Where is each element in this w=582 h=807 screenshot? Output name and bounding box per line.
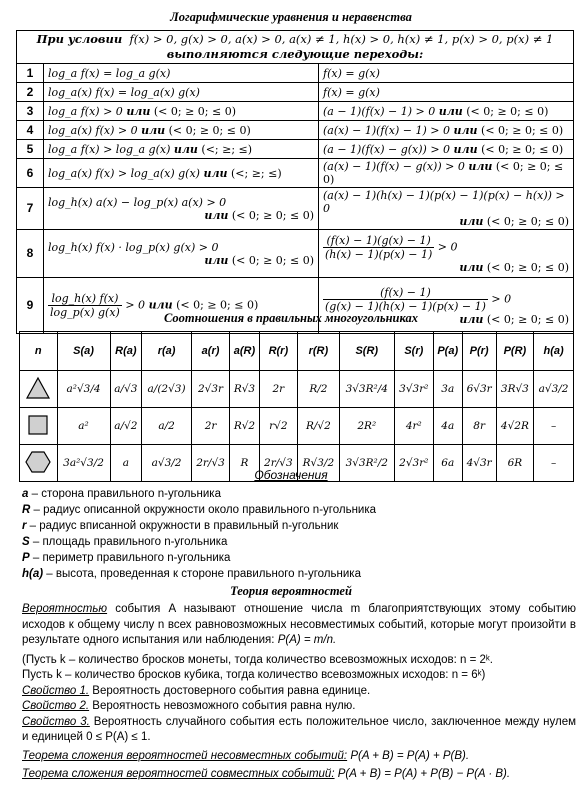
legend-item [22, 534, 578, 550]
polygon-value-text: 3√3R²/4 [345, 383, 388, 395]
polygon-value [57, 371, 110, 408]
polygon-value-text: a/(2√3) [147, 383, 186, 395]
polygon-value-text: a/2 [158, 420, 175, 432]
row-number: 5 [17, 140, 44, 159]
condition-prefix: При условии [36, 32, 123, 46]
right-tail: (< 0; ≥ 0; ≤ 0) [481, 142, 564, 156]
polygon-value [142, 408, 192, 445]
polygon-value-text: 2√3r [198, 383, 224, 395]
row-number: 1 [17, 64, 44, 83]
header-7: r(R) [298, 332, 340, 371]
left-tail: (< 0; ≥ 0; ≤ 0) [231, 253, 314, 267]
right-keyword: или [438, 104, 463, 118]
right-fraction-den: (g(x) − 1)(h(x) − 1)(p(x) − 1) [325, 299, 486, 313]
left-formula: log_a f(x) > log_a g(x) [48, 142, 171, 156]
polygon-value-text: 6a [441, 457, 455, 469]
polygon-value-text: 3a [441, 383, 455, 395]
polygon-value [534, 408, 574, 445]
polygon-value [110, 371, 142, 408]
polygon-value [259, 408, 297, 445]
left-alt [174, 143, 252, 156]
header-13: h(a) [534, 332, 574, 371]
legend-item [22, 550, 578, 566]
header-5: a(R) [230, 332, 260, 371]
right-alt [323, 215, 569, 228]
legend-symbol: S [22, 536, 30, 548]
definition-formula: P(A) = m/n. [277, 634, 337, 646]
row-left [44, 83, 319, 102]
coin-note: (Пусть k – количество бросков монеты, тогда количество всевозможных исходов: n = 2ᵏ. [22, 653, 493, 666]
polygon-value-text: 2r [204, 420, 217, 432]
polygon-value-text: a² [78, 420, 89, 432]
right-alt [454, 124, 564, 137]
right-relation: > 0 [437, 240, 458, 253]
legend-text: – радиус вписанной окружности в правильный n-угольник [26, 520, 339, 532]
left-relation: > 0 [125, 298, 146, 312]
polygon-value [230, 371, 260, 408]
polygon-value-text: a/√3 [114, 383, 138, 395]
triangle-icon [25, 376, 51, 403]
polygon-value-text: 3R√3 [500, 383, 529, 395]
right-formula: f(x) = g(x) [323, 85, 380, 99]
left-alt [141, 124, 251, 137]
row-right [319, 83, 574, 102]
legend-text: – периметр правильного n-угольника [29, 552, 231, 564]
left-formula: log_a f(x) = log_a g(x) [48, 66, 171, 80]
polygon-value-text: R/2 [309, 383, 328, 395]
left-keyword: или [203, 166, 228, 180]
dice-note: Пусть k – количество бросков кубика, тогда количество всевозможных исходов: n = 6ᵏ) [22, 669, 486, 681]
right-keyword: или [459, 215, 484, 228]
row-number: 4 [17, 121, 44, 140]
polygon-value-text: 4√2R [500, 420, 529, 432]
row-left [44, 159, 319, 188]
legend-text: – площадь правильного n-угольника [29, 536, 228, 548]
polygon-value-text: R√3/2 [302, 457, 335, 469]
polygon-table [19, 331, 574, 482]
header-9: S(r) [394, 332, 433, 371]
right-tail: (< 0; ≥ 0; ≤ 0) [486, 215, 569, 228]
polygon-value [394, 371, 433, 408]
right-formula: (a(x) − 1)(f(x) − g(x)) > 0 [323, 160, 465, 173]
left-keyword: или [173, 142, 198, 156]
polygon-value-text: r√2 [269, 420, 288, 432]
left-alt [48, 254, 314, 267]
left-fraction-den: log_p(x) g(x) [50, 306, 120, 319]
right-alt [323, 261, 569, 274]
log-row [17, 140, 574, 159]
polygon-value [298, 408, 340, 445]
polygon-value-text: 2r/√3 [196, 457, 225, 469]
polygon-value [230, 408, 260, 445]
polygon-row [20, 408, 574, 445]
legend-item [22, 486, 578, 502]
polygon-value [462, 408, 496, 445]
polygon-value-text: a [122, 457, 129, 469]
polygon-value [191, 371, 229, 408]
left-tail: (<; ≥; ≤) [201, 142, 253, 156]
row-number: 6 [17, 159, 44, 188]
polygon-value-text: 2r [272, 383, 285, 395]
legend-text: – высота, проведенная к стороне правильного n-угольника [43, 568, 361, 580]
log-row [17, 121, 574, 140]
polygon-value [259, 371, 297, 408]
left-tail: (< 0; ≥ 0; ≤ 0) [176, 298, 259, 312]
header-6: R(r) [259, 332, 297, 371]
row-number: 2 [17, 83, 44, 102]
condition-suffix: выполняются следующие переходы: [166, 47, 424, 61]
legend-symbol: r [22, 520, 27, 532]
triangle-cell [20, 371, 58, 408]
polygon-value-text: a/√2 [114, 420, 138, 432]
left-tail: (<; ≥; ≤) [231, 166, 282, 180]
left-keyword: или [148, 298, 173, 312]
right-keyword: или [468, 160, 493, 173]
property-1-label: Свойство 1. [22, 684, 90, 697]
right-tail: (< 0; ≥ 0; ≤ 0) [486, 312, 569, 326]
theorem-2 [22, 767, 576, 783]
log-row [17, 230, 574, 278]
row-number: 9 [17, 278, 44, 334]
definition-term: Вероятностью [22, 603, 108, 615]
definition-paragraph [22, 602, 576, 649]
polygon-value-text: a²√3/4 [66, 383, 101, 395]
property-2-text: Вероятность невозможного события равна нулю. [89, 700, 356, 712]
polygon-value [142, 371, 192, 408]
legend-text: – сторона правильного n-угольника [28, 488, 221, 500]
polygon-header-row [20, 332, 574, 371]
legend-title: Обозначения [254, 468, 328, 482]
definition-text: события A называют отношение числа m благоприятствующих этому событию исходов к общему числу n всех равновозможных несовместимых событий, которые могут произойти в результате одного испытания или наблюдения: [22, 603, 576, 646]
legend-item [22, 566, 578, 582]
right-fraction-num: (f(x) − 1) [323, 286, 488, 300]
left-formula: log_a(x) f(x) > log_a(x) g(x) [48, 166, 200, 180]
left-alt [48, 209, 314, 222]
header-11: P(r) [462, 332, 496, 371]
legend-symbol: R [22, 504, 31, 516]
row-right [319, 188, 574, 230]
left-formula: log_a(x) f(x) > 0 [48, 123, 138, 137]
right-fraction [323, 286, 488, 313]
right-tail: (< 0; ≥ 0; ≤ 0) [323, 160, 564, 186]
row-right [319, 140, 574, 159]
polygon-row [20, 371, 574, 408]
polygon-value [110, 408, 142, 445]
left-formula: log_h(x) f(x) · log_p(x) g(x) > 0 [48, 240, 219, 254]
row-left [44, 140, 319, 159]
theorem-1-formula: P(A + B) = P(A) + P(B). [347, 749, 470, 762]
right-formula: (a(x) − 1)(h(x) − 1)(p(x) − 1)(p(x) − h(x)) > 0 [323, 189, 565, 215]
log-section-title: Логарифмические уравнения и неравенства [170, 10, 412, 24]
left-keyword: или [204, 253, 229, 267]
left-keyword: или [126, 104, 151, 118]
row-number: 3 [17, 102, 44, 121]
right-fraction-den: (h(x) − 1)(p(x) − 1) [325, 247, 433, 261]
property-3-text: Вероятность случайного события есть положительное число, заключенное между нулем и единицей 0 ≤ P(A) ≤ 1. [22, 715, 576, 743]
header-12: P(R) [496, 332, 534, 371]
header-4: a(r) [191, 332, 229, 371]
square-icon [26, 413, 50, 440]
polygon-value-text: 3√3r² [399, 383, 429, 395]
property-3-label: Свойство 3. [22, 715, 90, 728]
property-1-text: Вероятность достоверного события равна единице. [89, 684, 371, 697]
right-alt [454, 143, 564, 156]
right-tail: (< 0; ≥ 0; ≤ 0) [486, 260, 569, 274]
polygon-value-text: R√2 [233, 420, 256, 432]
row-left [44, 188, 319, 230]
row-right [319, 102, 574, 121]
row-right [319, 159, 574, 188]
header-0: n [20, 332, 58, 371]
probability-title: Теория вероятностей [230, 584, 352, 598]
theorem-1-label: Теорема сложения вероятностей несовместных событий: [22, 749, 348, 762]
header-8: S(R) [339, 332, 394, 371]
right-fraction [323, 234, 434, 261]
right-tail: (< 0; ≥ 0; ≤ 0) [481, 123, 564, 137]
right-alt [439, 105, 549, 118]
polygon-section-title: Соотношения в правильных многоугольниках [163, 311, 419, 325]
left-formula: log_a(x) f(x) = log_a(x) g(x) [48, 85, 200, 99]
row-left [44, 121, 319, 140]
left-tail: (< 0; ≥ 0; ≤ 0) [231, 208, 314, 222]
legend-item [22, 502, 578, 518]
polygon-value [433, 371, 462, 408]
polygon-value-text: R/√2 [305, 420, 331, 432]
polygon-value-text: R [240, 457, 249, 469]
log-row [17, 64, 574, 83]
property-2-label: Свойство 2. [22, 700, 90, 712]
polygon-value-text: 6R [507, 457, 523, 469]
legend-symbol: P [22, 552, 30, 564]
polygon-value-text: 2r/√3 [264, 457, 293, 469]
right-keyword: или [459, 312, 484, 326]
row-right [319, 64, 574, 83]
right-formula: f(x) = g(x) [323, 66, 380, 80]
header-2: R(a) [110, 332, 142, 371]
theorem-2-formula: P(A + B) = P(A) + P(B) − P(A · B). [334, 768, 511, 780]
polygon-value [298, 371, 340, 408]
row-left [44, 230, 319, 278]
log-row [17, 159, 574, 188]
log-transitions-table [16, 30, 574, 334]
legend-text: – радиус описанной окружности около правильного n-угольника [30, 504, 377, 516]
left-keyword: или [204, 208, 229, 222]
left-alt [203, 167, 281, 180]
left-keyword: или [141, 123, 166, 137]
legend-symbol: a [22, 488, 29, 500]
theorem-2-label: Теорема сложения вероятностей совместных событий: [22, 768, 335, 780]
polygon-value [394, 408, 433, 445]
row-number: 7 [17, 188, 44, 230]
polygon-value [339, 408, 394, 445]
theorem-1 [22, 749, 576, 765]
polygon-value-text: 3a²√3/2 [63, 457, 104, 469]
row-number: 8 [17, 230, 44, 278]
polygon-value-text: 8r [473, 420, 485, 432]
polygon-value-text: 2√3r² [399, 457, 429, 469]
condition-formula: f(x) > 0, g(x) > 0, a(x) > 0, a(x) ≠ 1, h(x) > 0, h(x) ≠ 1, p(x) > 0, p(x) ≠ 1 [129, 32, 554, 46]
left-fraction-num: log_h(x) f(x) [48, 292, 122, 306]
polygon-value-text: 4a [441, 420, 455, 432]
polygon-value-text: – [550, 457, 557, 469]
square-cell [20, 408, 58, 445]
polygon-value-text: – [550, 420, 557, 432]
legend-symbol: h(a) [22, 568, 44, 580]
right-keyword: или [453, 123, 478, 137]
legend-list [22, 486, 578, 582]
row-left [44, 102, 319, 121]
polygon-value [534, 371, 574, 408]
polygon-value-text: 2R² [357, 420, 377, 432]
right-formula: (a(x) − 1)(f(x) − 1) > 0 [323, 123, 450, 137]
right-formula: (a − 1)(f(x) − g(x)) > 0 [323, 142, 451, 156]
polygon-value-text: a√3/2 [151, 457, 182, 469]
log-row [17, 102, 574, 121]
right-tail: (< 0; ≥ 0; ≤ 0) [466, 104, 549, 118]
left-tail: (< 0; ≥ 0; ≤ 0) [153, 104, 236, 118]
polygon-value [496, 408, 534, 445]
polygon-value-text: a√3/2 [538, 383, 569, 395]
left-tail: (< 0; ≥ 0; ≤ 0) [168, 123, 251, 137]
polygon-value-text: 3√3R²/2 [345, 457, 388, 469]
property-3 [22, 715, 576, 746]
property-1 [22, 684, 576, 700]
header-3: r(a) [142, 332, 192, 371]
row-right [319, 121, 574, 140]
left-formula: log_a f(x) > 0 [48, 104, 123, 118]
condition-cell [17, 31, 574, 64]
polygon-value [433, 408, 462, 445]
row-right [319, 230, 574, 278]
condition-row [17, 31, 574, 64]
log-row [17, 83, 574, 102]
right-keyword: или [453, 142, 478, 156]
polygon-value-text: 6√3r [466, 383, 492, 395]
right-keyword: или [459, 260, 484, 274]
left-formula: log_h(x) a(x) − log_p(x) a(x) > 0 [48, 195, 227, 209]
right-relation: > 0 [491, 292, 512, 305]
log-row [17, 188, 574, 230]
probability-text [22, 602, 576, 783]
polygon-value [496, 371, 534, 408]
polygon-value [57, 408, 110, 445]
header-10: P(a) [433, 332, 462, 371]
polygon-value-text: 4√3r [466, 457, 492, 469]
left-alt [126, 105, 236, 118]
polygon-value-text: 4r² [405, 420, 422, 432]
polygon-value [339, 371, 394, 408]
polygon-value-text: R√3 [233, 383, 256, 395]
polygon-value [462, 371, 496, 408]
right-fraction-num: (f(x) − 1)(g(x) − 1) [323, 234, 434, 248]
legend-item [22, 518, 578, 534]
property-2 [22, 699, 576, 715]
right-formula: (a − 1)(f(x) − 1) > 0 [323, 104, 436, 118]
header-1: S(a) [57, 332, 110, 371]
polygon-value [191, 408, 229, 445]
row-left [44, 64, 319, 83]
